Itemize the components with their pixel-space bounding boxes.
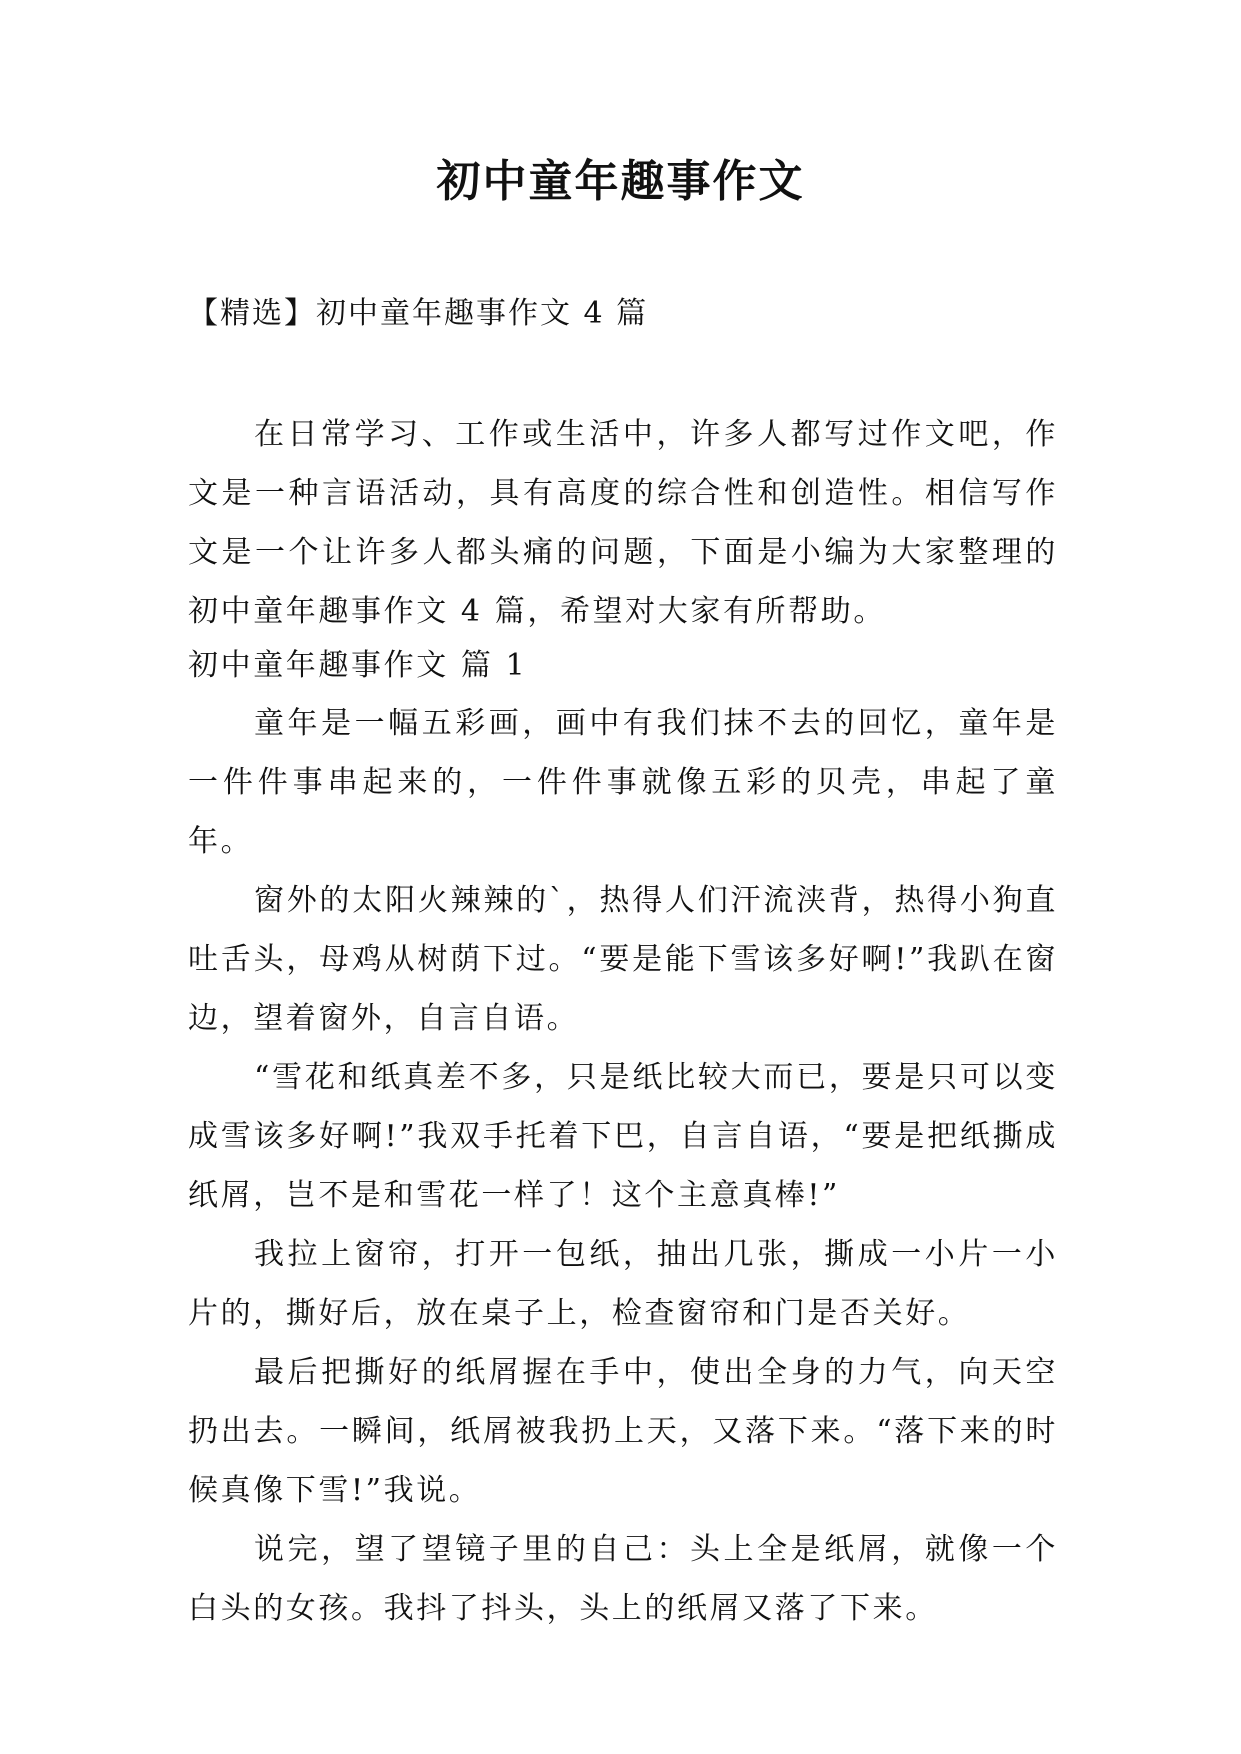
body-paragraph: “雪花和纸真差不多，只是纸比较大而已，要是只可以变成雪该多好啊!”我双手托着下巴，自言自语，“要是把纸撕成纸屑，岂不是和雪花一样了！这个主意真棒!” (188, 1060, 1058, 1213)
document-body (188, 405, 1058, 1638)
intro-paragraph: 在日常学习、工作或生活中，许多人都写过作文吧，作文是一种言语活动，具有高度的综合性和创造性。相信写作文是一个让许多人都头痛的问题，下面是小编为大家整理的初中童年趣事作文 4 篇，希望对大家有所帮助。 (188, 417, 1058, 629)
body-paragraph: 窗外的太阳火辣辣的`，热得人们汗流浃背，热得小狗直吐舌头，母鸡从树荫下过。“要是能下雪该多好啊!”我趴在窗边，望着窗外，自言自语。 (188, 883, 1058, 1036)
body-paragraph: 最后把撕好的纸屑握在手中，使出全身的力气，向天空扔出去。一瞬间，纸屑被我扔上天，又落下来。“落下来的时候真像下雪!”我说。 (188, 1355, 1058, 1508)
section-heading: 初中童年趣事作文 篇 1 (188, 648, 528, 683)
body-paragraph: 我拉上窗帘，打开一包纸，抽出几张，撕成一小片一小片的，撕好后，放在桌子上，检查窗帘和门是否关好。 (188, 1237, 1058, 1331)
body-paragraph: 说完，望了望镜子里的自己：头上全是纸屑，就像一个白头的女孩。我抖了抖头，头上的纸屑又落了下来。 (188, 1532, 1058, 1626)
document-subtitle: 【精选】初中童年趣事作文 4 篇 (188, 296, 649, 331)
body-paragraph: 童年是一幅五彩画，画中有我们抹不去的回忆，童年是一件件事串起来的，一件件事就像五彩的贝壳，串起了童年。 (188, 706, 1058, 859)
document-title: 初中童年趣事作文 (436, 156, 805, 207)
